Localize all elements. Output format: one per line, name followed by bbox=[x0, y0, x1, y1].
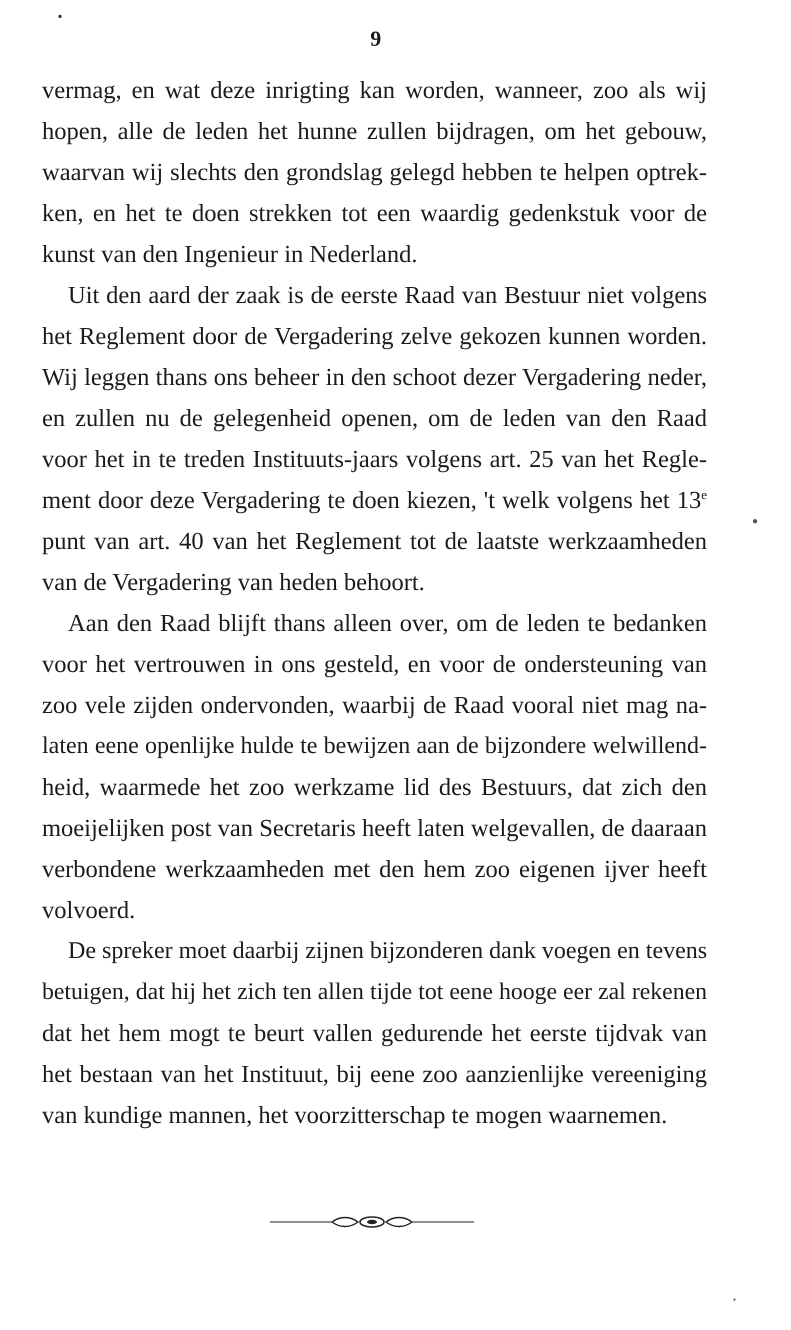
text-line bbox=[42, 480, 707, 521]
text-line: van kundige mannen, het voorzitterschap te mogen waarnemen. bbox=[42, 1102, 668, 1129]
text-line: Aan den Raad blijft thans alleen over, om de leden te bedanken bbox=[68, 610, 707, 637]
ink-mark: • bbox=[56, 9, 65, 26]
text-line: voor het vertrouwen in ons gesteld, en voor de ondersteuning van bbox=[42, 651, 707, 678]
text-line: punt van art. 40 van het Reglement tot de laatste werkzaamheden bbox=[42, 528, 707, 555]
ordinal-superscript: e bbox=[701, 486, 707, 502]
text-line: betuigen, dat hij het zich ten allen tijde tot eene hooge eer zal rekenen bbox=[42, 979, 707, 1005]
ink-speck: ● bbox=[752, 516, 759, 527]
text-line: en zullen nu de gelegenheid openen, om de leden van den Raad bbox=[42, 405, 707, 432]
ink-speck: ● bbox=[733, 1298, 737, 1303]
text-line: Wij leggen thans ons beheer in den schoot dezer Vergadering neder, bbox=[42, 364, 707, 391]
text-line: heid, waarmede het zoo werkzame lid des Bestuurs, dat zich den bbox=[42, 774, 707, 801]
text-line: volvoerd. bbox=[42, 897, 136, 924]
text-line: Uit den aard der zaak is de eerste Raad van Bestuur niet volgens bbox=[68, 282, 707, 309]
text-line: zoo vele zijden ondervonden, waarbij de Raad vooral niet mag na- bbox=[42, 692, 707, 719]
text-line: laten eene openlijke hulde te bewijzen aan de bijzondere welwillend- bbox=[42, 733, 707, 759]
text-line-content: ment door deze Vergadering te doen kiezen, 't welk volgens het 13 bbox=[42, 487, 702, 514]
text-line: kunst van den Ingenieur in Nederland. bbox=[42, 241, 418, 268]
text-line: dat het hem mogt te beurt vallen gedurende het eerste tijdvak van bbox=[42, 1020, 707, 1047]
text-line: voor het in te treden Instituuts-jaars volgens art. 25 van het Regle- bbox=[42, 446, 707, 473]
text-line: het Reglement door de Vergadering zelve gekozen kunnen worden. bbox=[42, 323, 707, 350]
paragraph bbox=[42, 70, 707, 275]
paragraph bbox=[42, 931, 707, 1136]
text-line: verbondene werkzaamheden met den hem zoo eigenen ijver heeft bbox=[42, 856, 707, 883]
text-line: hopen, alle de leden het hunne zullen bijdragen, om het gebouw, bbox=[42, 118, 707, 145]
text-line: het bestaan van het Instituut, bij eene zoo aanzienlijke vereeniging bbox=[42, 1061, 707, 1088]
text-line: vermag, en wat deze inrigting kan worden, wanneer, zoo als wij bbox=[42, 77, 707, 104]
text-body bbox=[42, 70, 707, 1136]
text-line: van de Vergadering van heden behoort. bbox=[42, 569, 425, 596]
text-line: waarvan wij slechts den grondslag gelegd hebben te helpen optrek- bbox=[42, 159, 707, 186]
text-line: De spreker moet daarbij zijnen bijzonderen dank voegen en tevens bbox=[68, 938, 708, 964]
text-line: ken, en het te doen strekken tot een waardig gedenkstuk voor de bbox=[42, 200, 707, 227]
paragraph bbox=[42, 275, 707, 603]
paragraph bbox=[42, 603, 707, 931]
section-end-ornament bbox=[270, 1212, 474, 1232]
page-number: 9 bbox=[370, 26, 382, 51]
text-line: moeijelijken post van Secretaris heeft laten welgevallen, de daaraan bbox=[42, 815, 707, 842]
